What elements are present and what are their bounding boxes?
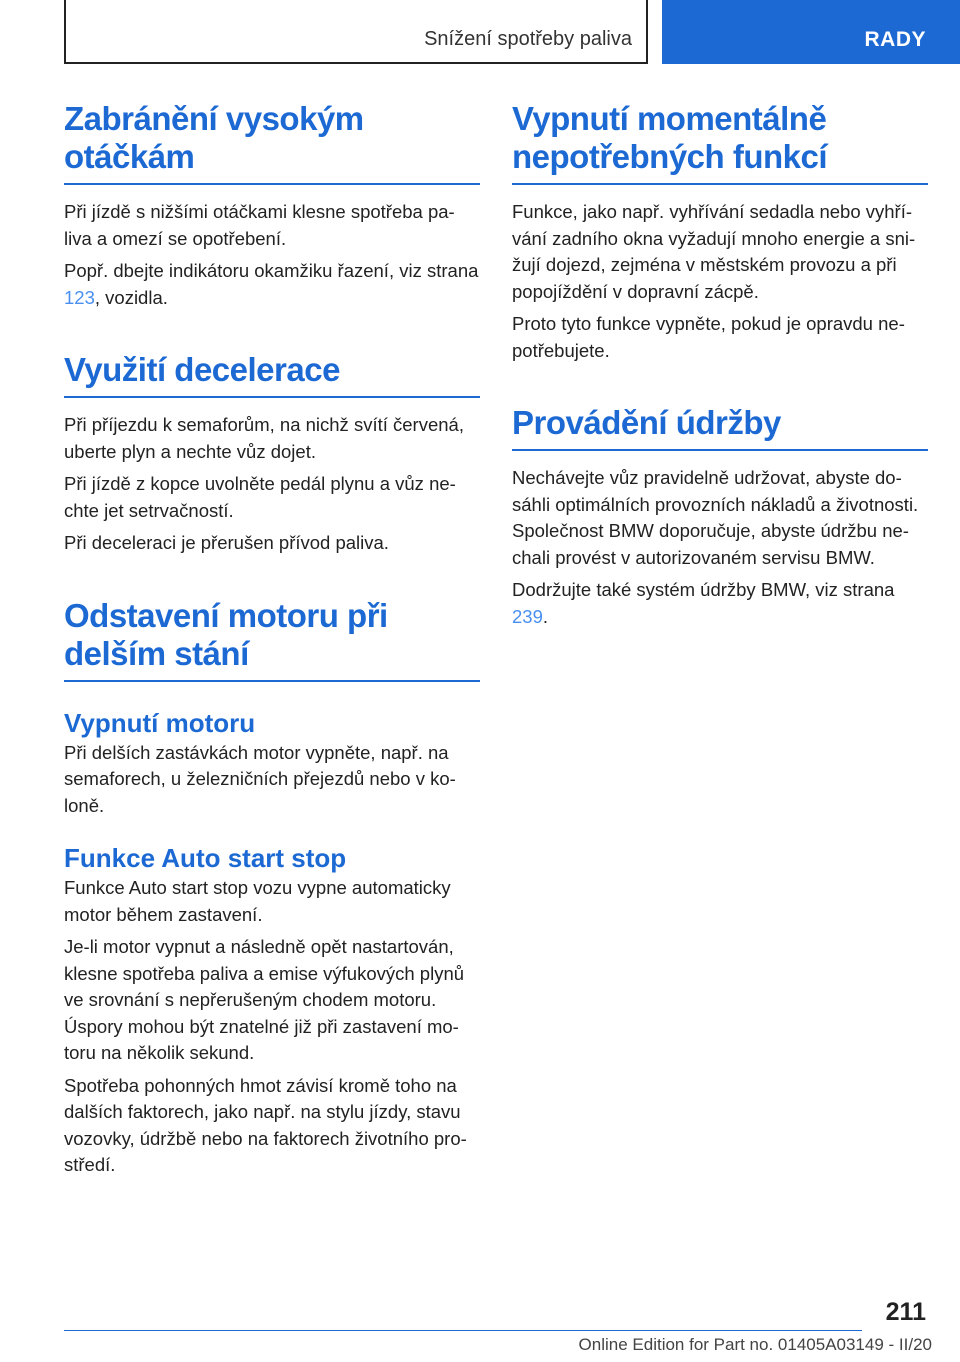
paragraph: Při jízdě s nižšími otáčkami klesne spotřeba pa-liva a omezí se opotřebení. (64, 201, 455, 249)
page-link-239[interactable]: 239 (512, 605, 543, 627)
subheading-engine-off: Vypnutí motoru (64, 707, 256, 738)
subheading-auto-start-stop: Funkce Auto start stop (64, 843, 347, 873)
right-column (512, 100, 928, 630)
header-title-box (64, 0, 648, 64)
page-link-123[interactable]: 123 (64, 286, 95, 308)
paragraph: Proto tyto funkce vypněte, pokud je opravdu ne-potřebujete. (512, 313, 905, 361)
paragraph: Při příjezdu k semaforům, na nichž svítí červená, uberte plyn a nechte vůz dojet. (64, 414, 464, 462)
paragraph: Dodržujte také systém údržby BMW, viz strana 239. (512, 579, 895, 627)
paragraph: Při delších zastávkách motor vypněte, např. na semaforech, u železničních přejezdů nebo v ko-loně. (64, 741, 456, 816)
paragraph: Nechávejte vůz pravidelně udržovat, abyste do-sáhli optimálních provozních nákladů a životnosti. Společnost BMW doporučuje, abyste údržbu ne-chali provést v autorizovaném servisu BMW. (512, 467, 919, 568)
chapter-tab-label: RADY (864, 28, 926, 51)
paragraph: Funkce Auto start stop vozu vypne automaticky motor během zastavení. (64, 877, 451, 925)
heading-unneeded-functions: Vypnutí momentálně nepotřebných funkcí (512, 100, 928, 185)
page-number: 211 (885, 1298, 926, 1326)
heading-engine-off: Odstavení motoru při delším stání (64, 597, 480, 682)
paragraph: Při deceleraci je přerušen přívod paliva. (64, 532, 389, 553)
chapter-tab[interactable] (662, 0, 960, 64)
heading-deceleration: Využití decelerace (64, 351, 480, 398)
paragraph: Je-li motor vypnut a následně opět nastartován, klesne spotřeba paliva a emise výfukových plynů ve srovnání s nepřerušeným chodem motoru. Úspory mohou být znatelné již při zastavení mo-toru na několik sekund. (64, 936, 465, 1063)
footer-divider (64, 1330, 862, 1331)
section-title: Snížení spotřeby paliva (424, 28, 632, 50)
paragraph: Spotřeba pohonných hmot závisí kromě toho na dalších faktorech, jako např. na stylu jízdy, stavu vozovky, údržbě nebo na faktorech životního pro-středí. (64, 1074, 467, 1175)
paragraph: Při jízdě z kopce uvolněte pedál plynu a vůz ne-chte jet setrvačností. (64, 473, 456, 521)
left-column (64, 100, 480, 1179)
heading-avoid-high-rpm: Zabránění vysokým otáčkám (64, 100, 480, 185)
paragraph: Funkce, jako např. vyhřívání sedadla nebo vyhří-vání zadního okna vyžadují mnoho energie a sni-žují dojezd, zejména v městském provozu a při popojíždění v dopravní zácpě. (512, 201, 916, 302)
heading-maintenance: Provádění údržby (512, 404, 928, 451)
paragraph: Popř. dbejte indikátoru okamžiku řazení, viz strana 123, vozidla. (64, 260, 479, 308)
edition-note: Online Edition for Part no. 01405A03149 - II/20 (578, 1335, 932, 1354)
